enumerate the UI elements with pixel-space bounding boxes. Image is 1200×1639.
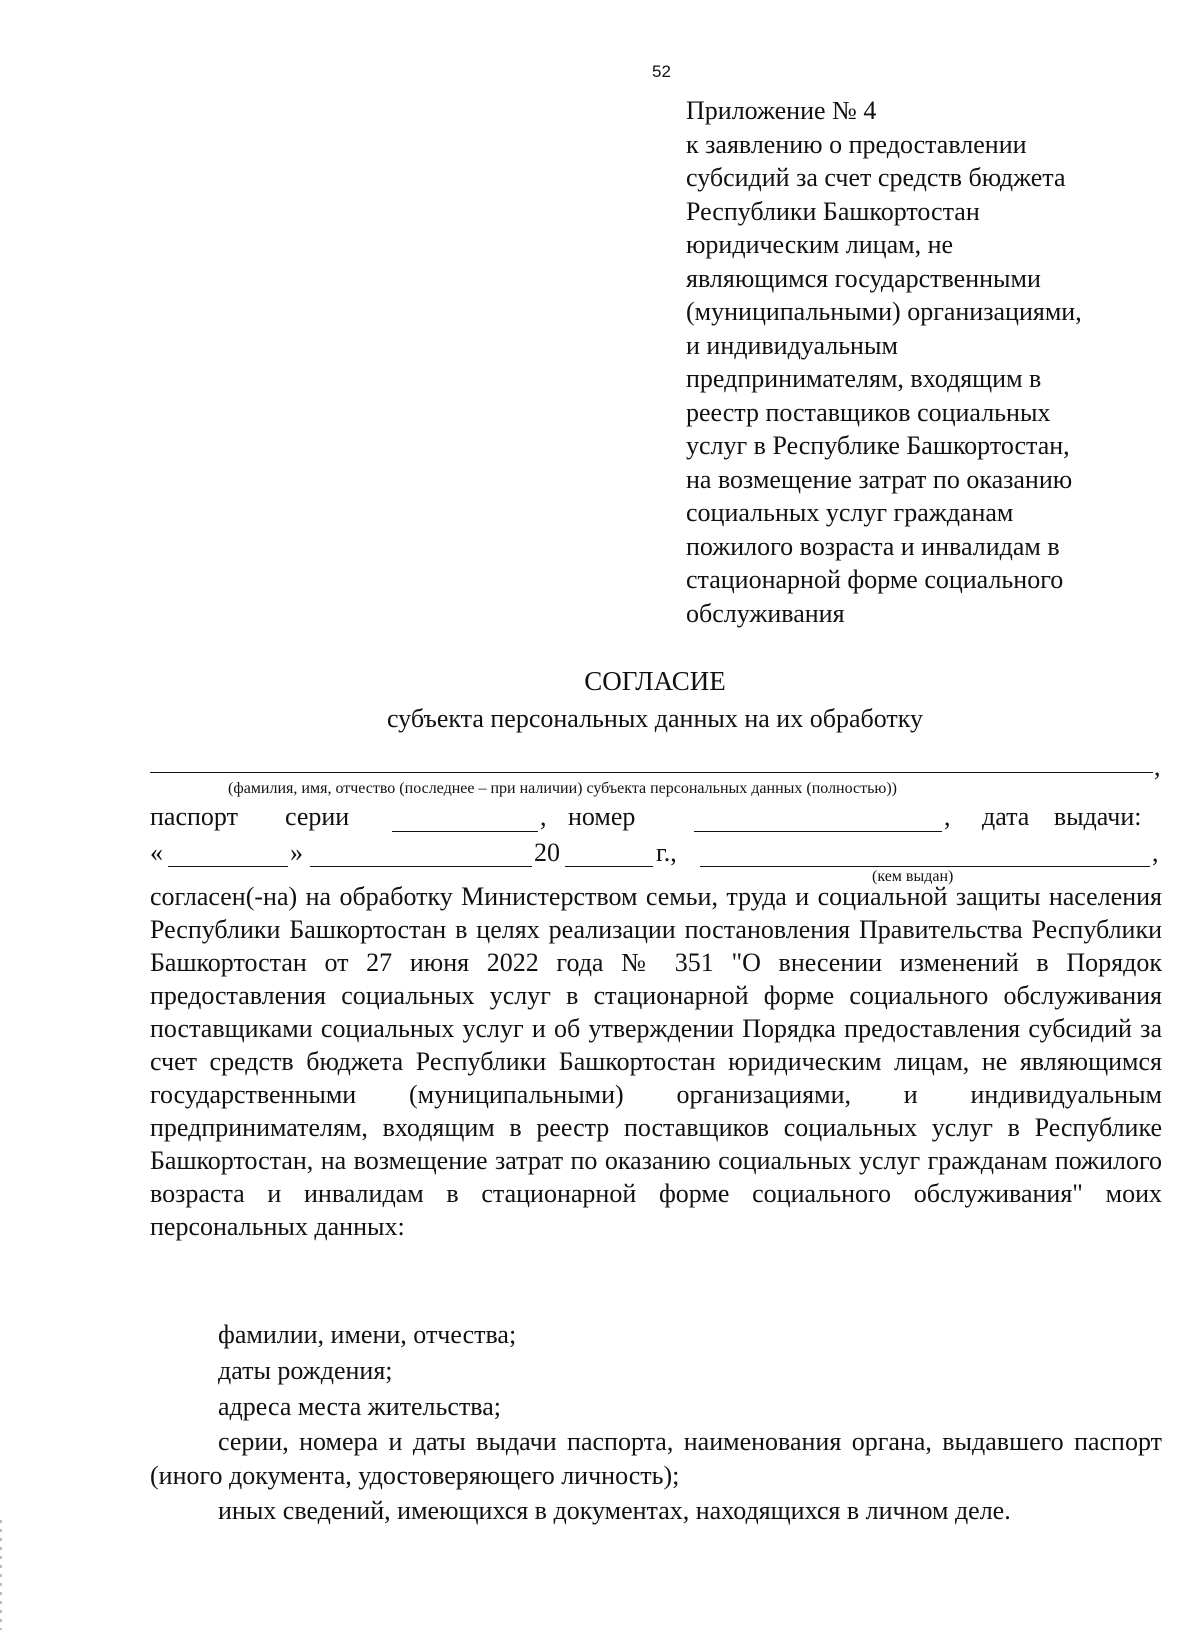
series-comma: ,	[540, 802, 547, 831]
appendix-line: пожилого возраста и инвалидам в	[686, 531, 1060, 561]
appendix-line: к заявлению о предоставлении	[686, 129, 1027, 159]
passport-number-field[interactable]	[694, 831, 942, 832]
issued-by-field[interactable]	[700, 866, 1150, 867]
appendix-line: субсидий за счет средств бюджета	[686, 163, 1066, 192]
appendix-block	[686, 94, 1176, 630]
list-item: фамилии, имени, отчества;	[218, 1320, 517, 1349]
appendix-line: обслуживания	[686, 598, 845, 628]
close-quote: »	[290, 838, 303, 867]
year-prefix: 20	[534, 838, 560, 867]
full-name-caption: (фамилия, имя, отчество (последнее – при наличии) субъекта персональных данных (полностью))	[228, 780, 898, 797]
issue-month-field[interactable]	[310, 866, 532, 867]
appendix-line: и индивидуальным	[686, 330, 898, 360]
appendix-line: реестр поставщиков социальных	[686, 397, 1051, 427]
personal-data-list	[150, 1317, 1162, 1529]
list-item: иных сведений, имеющихся в документах, находящихся в личном деле.	[218, 1496, 1011, 1525]
number-label: номер	[568, 802, 636, 831]
appendix-line: на возмещение затрат по оказанию	[686, 464, 1073, 494]
document-title: СОГЛАСИЕ	[584, 666, 726, 696]
appendix-line: юридическим лицам, не	[686, 230, 954, 259]
number-comma: ,	[944, 802, 951, 831]
passport-series-field[interactable]	[392, 831, 538, 832]
appendix-line: предпринимателям, входящим в	[686, 364, 1042, 393]
appendix-line: (муниципальными) организациями,	[686, 297, 1082, 326]
series-label: серии	[285, 802, 350, 831]
year-suffix: г.,	[656, 838, 677, 867]
appendix-line: Республики Башкортостан	[686, 196, 980, 226]
appendix-line: являющимся государственными	[686, 263, 1041, 293]
list-item: серии, номера и даты выдачи паспорта, наименования органа, выдавшего паспорт (иного документа, удостоверяющего личность);	[150, 1427, 1162, 1490]
consent-paragraph: согласен(-на) на обработку Министерством семьи, труда и социальной защиты населения Республики Башкортостан в целях реализации постановления Правительства Республики Башкортостан от 27 июня 2022 года № 351 "О внесении изменений в Порядок предоставления социальных услуг в стационарной форме социального обслуживания поставщиками социальных услуг и об утверждении Порядка предоставления субсидий за счет средств бюджета Республики Башкортостан юридическим лицам, не являющимся государственными (муниципальными) организациями, и индивидуальным предпринимателям, входящим в реестр поставщиков социальных услуг в Республике Башкортостан, на возмещение затрат по оказанию социальных услуг гражданам пожилого возраста и инвалидам в стационарной форме социального обслуживания" моих персональных данных:	[150, 882, 1162, 1241]
name-trailing-comma: ,	[1154, 752, 1161, 781]
passport-label: паспорт	[150, 802, 238, 831]
list-item: адреса места жительства;	[218, 1392, 501, 1421]
issued-by-comma: ,	[1152, 838, 1159, 867]
scan-edge-mark	[0, 1520, 2, 1630]
full-name-field[interactable]	[150, 772, 1153, 773]
document-subtitle: субъекта персональных данных на их обработку	[386, 704, 924, 733]
appendix-line: социальных услуг гражданам	[686, 498, 1014, 527]
appendix-line: услуг в Республике Башкортостан,	[686, 431, 1070, 460]
appendix-line: стационарной форме социального	[686, 565, 1064, 594]
issue-year-field[interactable]	[565, 866, 653, 867]
page-number: 52	[652, 62, 671, 81]
appendix-line: Приложение № 4	[686, 96, 877, 125]
issue-day-field[interactable]	[168, 866, 288, 867]
open-quote: «	[150, 838, 163, 867]
issued-by-caption: (кем выдан)	[872, 868, 954, 885]
list-item: даты рождения;	[218, 1356, 393, 1385]
issue-date-label: дата выдачи:	[982, 802, 1142, 831]
